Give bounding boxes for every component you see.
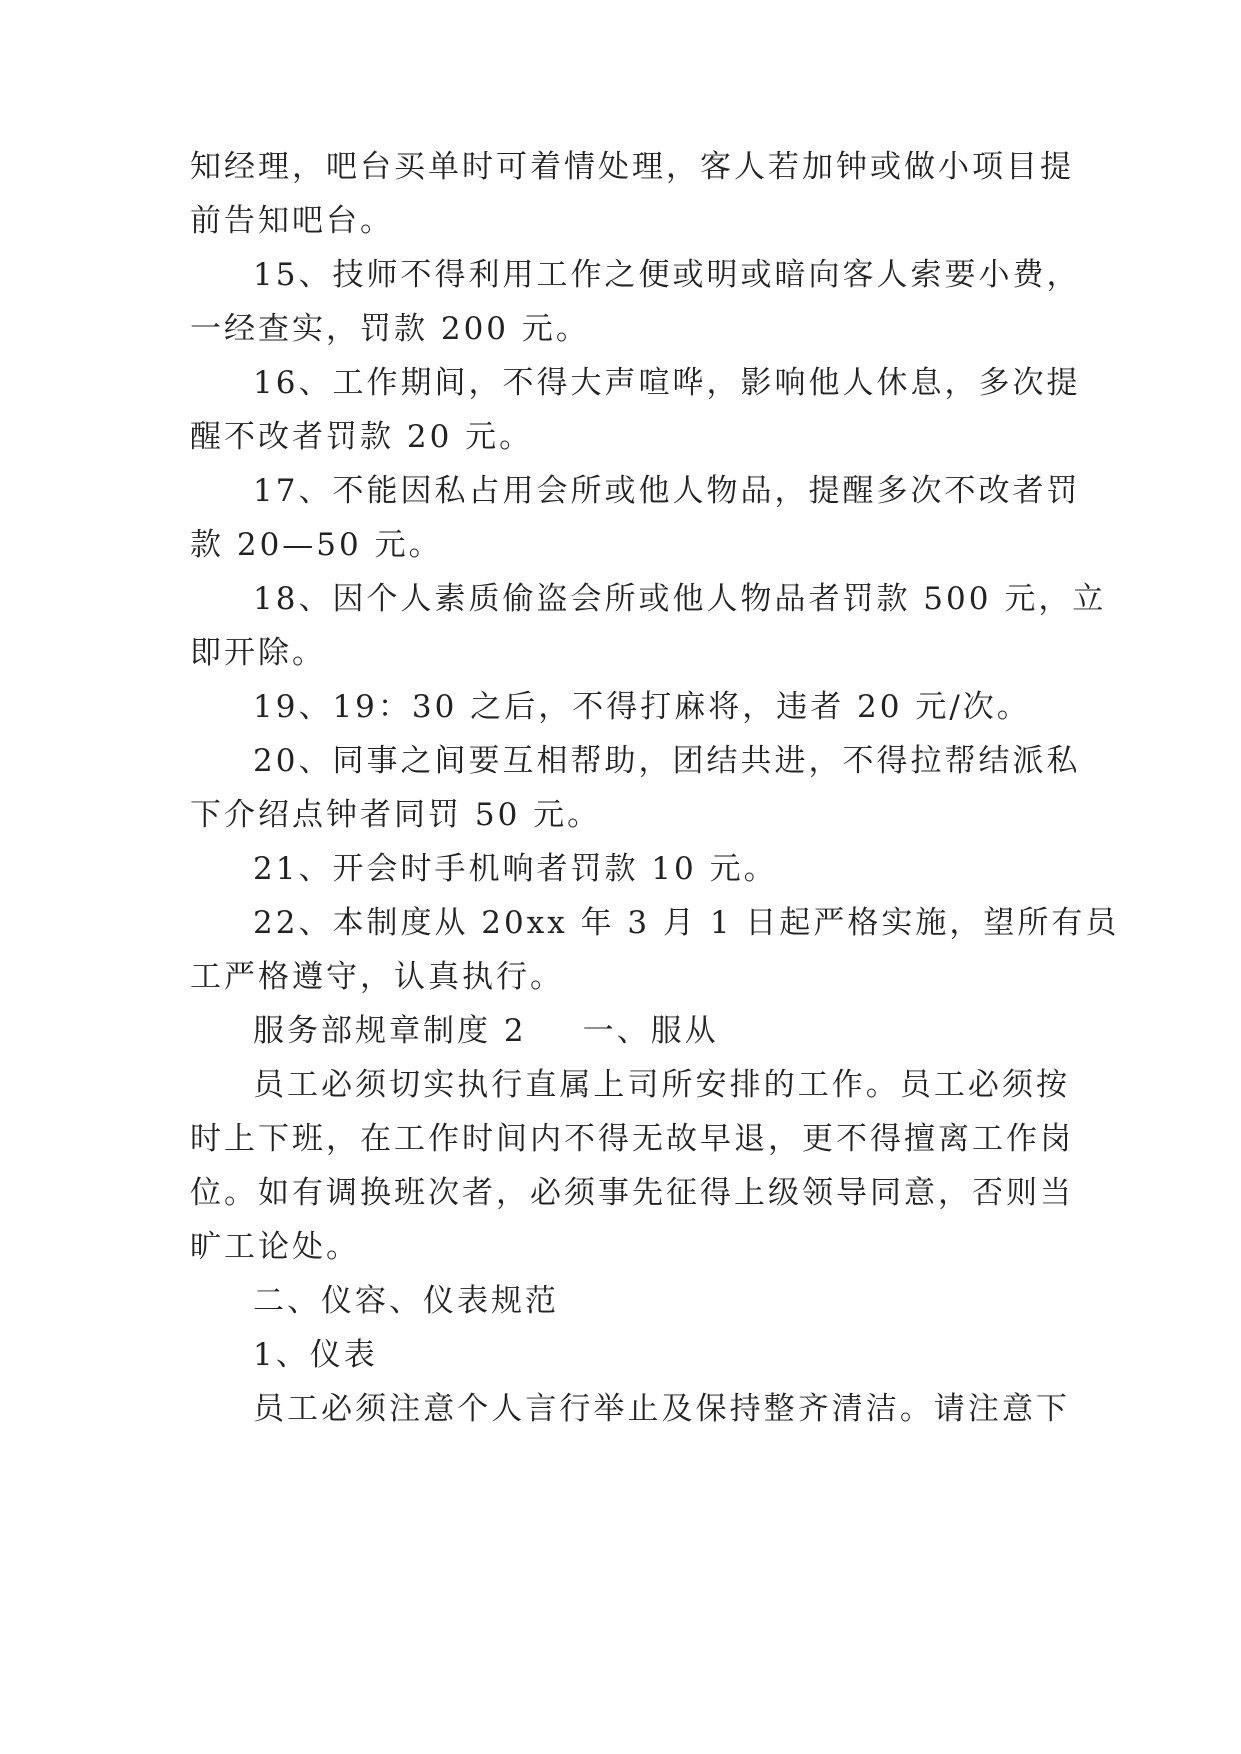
text-line: 员工必须注意个人言行举止及保持整齐清洁。请注意下 [253,1391,1070,1427]
text-line: 19、19：30 之后，不得打麻将，违者 20 元/次。 [253,689,1031,725]
text-line: 16、工作期间，不得大声喧哗，影响他人休息，多次提 [253,365,1081,401]
text-line: 位。如有调换班次者，必须事先征得上级领导同意，否则当 [190,1175,1074,1211]
text-line: 时上下班，在工作时间内不得无故早退，更不得擅离工作岗 [190,1121,1074,1157]
subsection-title: 1、仪表 [253,1337,378,1373]
text-line: 15、技师不得利用工作之便或明或暗向客人索要小费， [253,257,1081,293]
text-line: 即开除。 [190,635,326,671]
text-line: 旷工论处。 [190,1229,360,1265]
subsection-title: 一、服从 [582,1013,719,1049]
text-line: 醒不改者罚款 20 元。 [190,419,534,455]
text-line: 21、开会时手机响者罚款 10 元。 [253,851,778,887]
text-line: 知经理，吧台买单时可着情处理，客人若加钟或做小项目提 [190,149,1074,185]
text-line: 工严格遵守，认真执行。 [190,959,564,995]
text-line: 下介绍点钟者同罚 50 元。 [190,797,602,833]
subsection-title: 二、仪容、仪表规范 [253,1283,559,1319]
text-line: 22、本制度从 20xx 年 3 月 1 日起严格实施，望所有员 [253,905,1120,941]
text-line: 18、因个人素质偷盗会所或他人物品者罚款 500 元，立 [253,581,1107,617]
text-line: 20、同事之间要互相帮助，团结共进，不得拉帮结派私 [253,743,1081,779]
text-line: 17、不能因私占用会所或他人物品，提醒多次不改者罚 [253,473,1081,509]
text-line: 前告知吧台。 [190,203,394,239]
section-title: 服务部规章制度 2 [253,1013,527,1049]
section-heading-line [253,1011,1133,1051]
text-line: 员工必须切实执行直属上司所安排的工作。员工必须按 [253,1067,1070,1103]
text-line: 款 20—50 元。 [190,527,443,563]
text-line: 一经查实，罚款 200 元。 [190,311,590,347]
